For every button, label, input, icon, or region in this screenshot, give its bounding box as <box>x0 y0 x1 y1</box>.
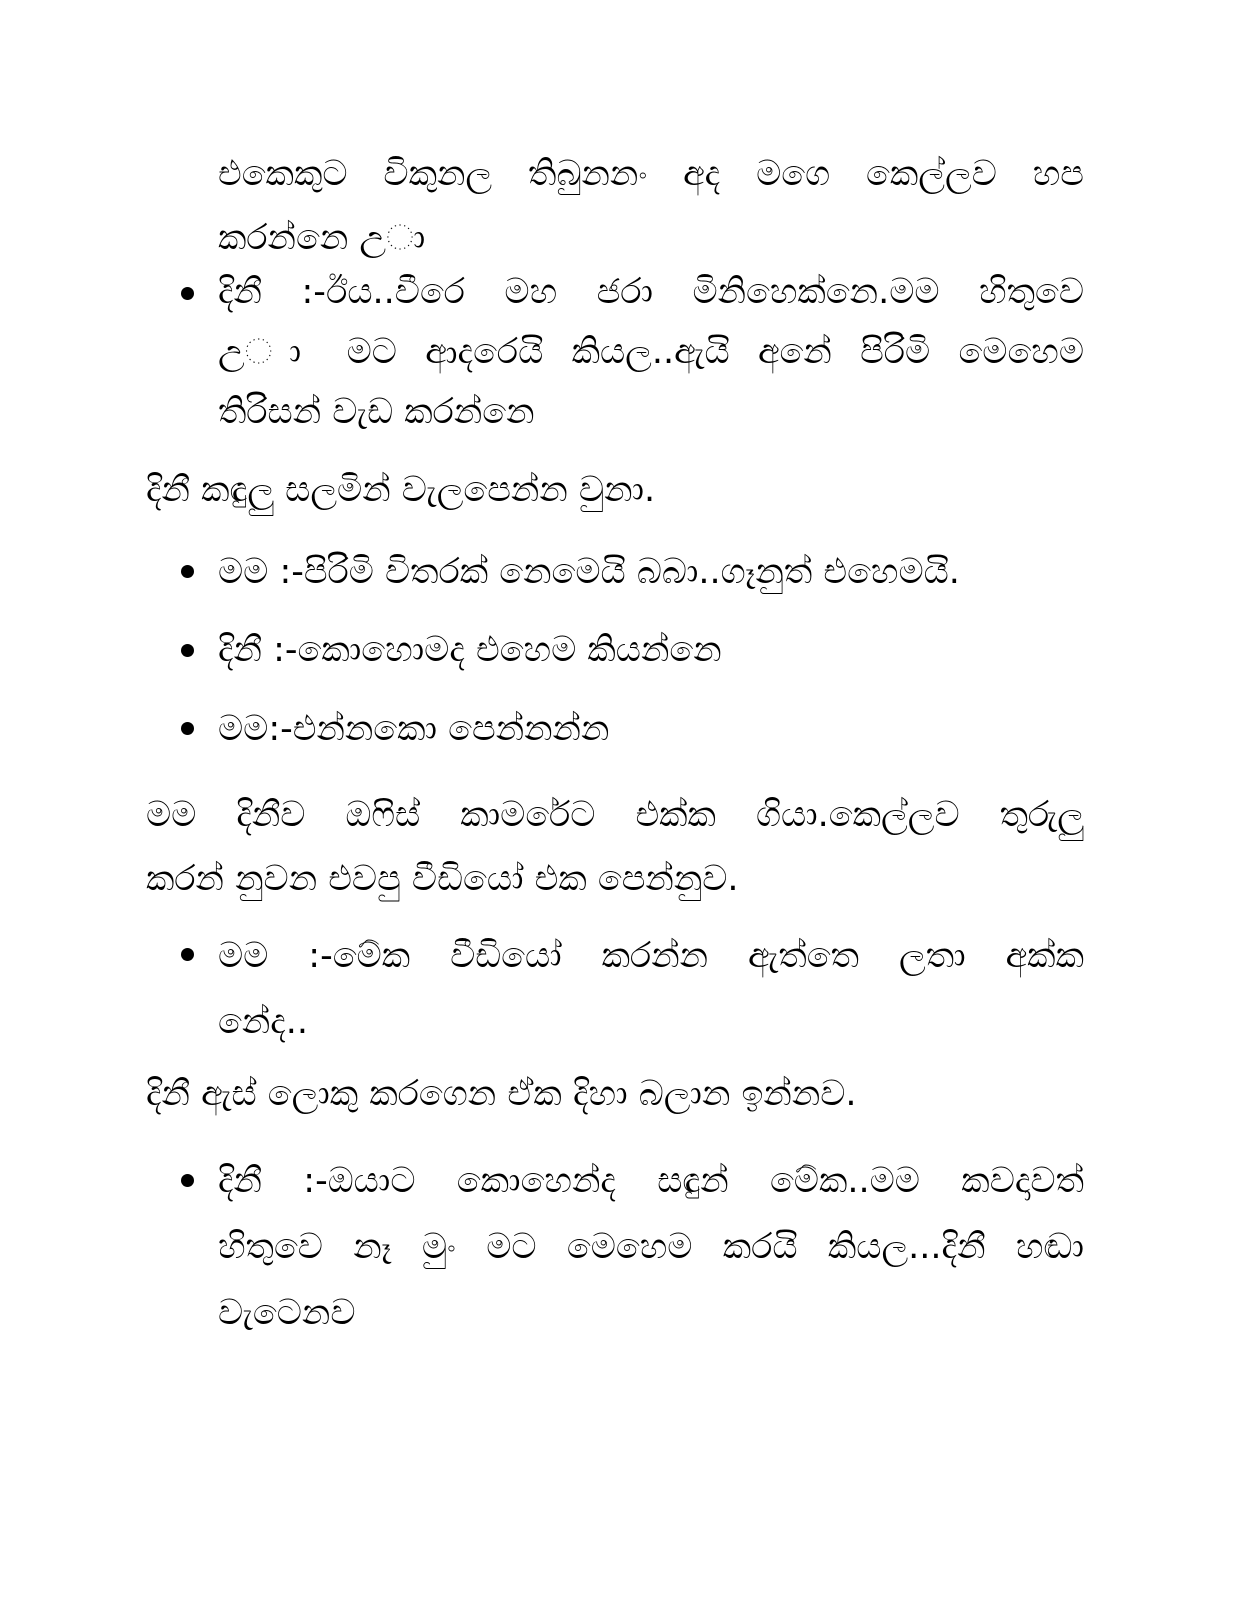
bullet-dot <box>181 644 194 657</box>
text-line: මම :-පිරිමි විතරක් නෙමෙයි බබා..ගෑනුත් එහෙමයි. <box>218 552 960 592</box>
bullet-dot <box>181 565 194 578</box>
text-line: වැටෙනව <box>218 1293 356 1333</box>
text-line: දිනී කඳුලු සලමින් වැලපෙන්න වුනා. <box>146 470 656 510</box>
text-line: මම දිනීව ඔෆිස් කාමරේට එක්ක ගියා.කෙල්ලව තුරුලු <box>146 795 1084 835</box>
bullet-dot <box>181 287 194 300</box>
text-line: තිරිසන් වැඩ කරන්නෙ <box>218 392 535 432</box>
text-line: කරන් නුවන එවපු වීඩියෝ එක පෙන්නුව. <box>146 859 739 899</box>
bullet-dot <box>181 1174 194 1187</box>
text-line: මම:-එන්නකො පෙන්නන්න <box>218 709 610 749</box>
bullet-item <box>218 540 1084 604</box>
paragraph <box>146 783 1084 911</box>
text-line: නේද.. <box>218 1002 309 1042</box>
bullet-dot <box>181 722 194 735</box>
bullet-item <box>218 618 1084 682</box>
paragraph <box>146 1062 1084 1126</box>
text-line: උ◌ා මට ආදරෙයි කියල..ඇයි අනේ පිරිමි මෙහෙම <box>218 332 1084 372</box>
paragraph <box>146 458 1084 522</box>
text-line: කරන්නෙ උ◌ා <box>218 218 426 258</box>
text-line: දිනී :-ඊය..වීරෙ මහ ජරා මිනිහෙක්නෙ.මම හිතුවෙ <box>218 272 1084 312</box>
bullet-item <box>218 923 1084 1055</box>
text-line: හිතුවෙ නෑ මුං මට මෙහෙම කරයි කියල...දිනී හඬා <box>218 1227 1084 1267</box>
text-line: මම :-මේක වීඩියෝ කරන්න ඇත්තෙ ලතා අක්ක <box>218 936 1084 976</box>
bullet-item <box>218 697 1084 761</box>
text-line: දිනී ඇස් ලොකු කරගෙන ඒක දිහා බලාන ඉන්නව. <box>146 1074 857 1114</box>
text-line: දිනී :-ඔයාට කොහෙන්ද සඳුන් මේක..මම කවදාවත් <box>218 1161 1084 1201</box>
bullet-continuation <box>218 142 1084 270</box>
bullet-item <box>218 1148 1084 1346</box>
text-line: දිනී :-කොහොමද එහෙම කියන්නෙ <box>218 630 722 670</box>
bullet-item <box>218 262 1084 442</box>
bullet-dot <box>181 948 194 961</box>
text-line: එකෙකුට විකුනල තිබුනනං අද මගෙ කෙල්ලව හප <box>218 154 1084 194</box>
